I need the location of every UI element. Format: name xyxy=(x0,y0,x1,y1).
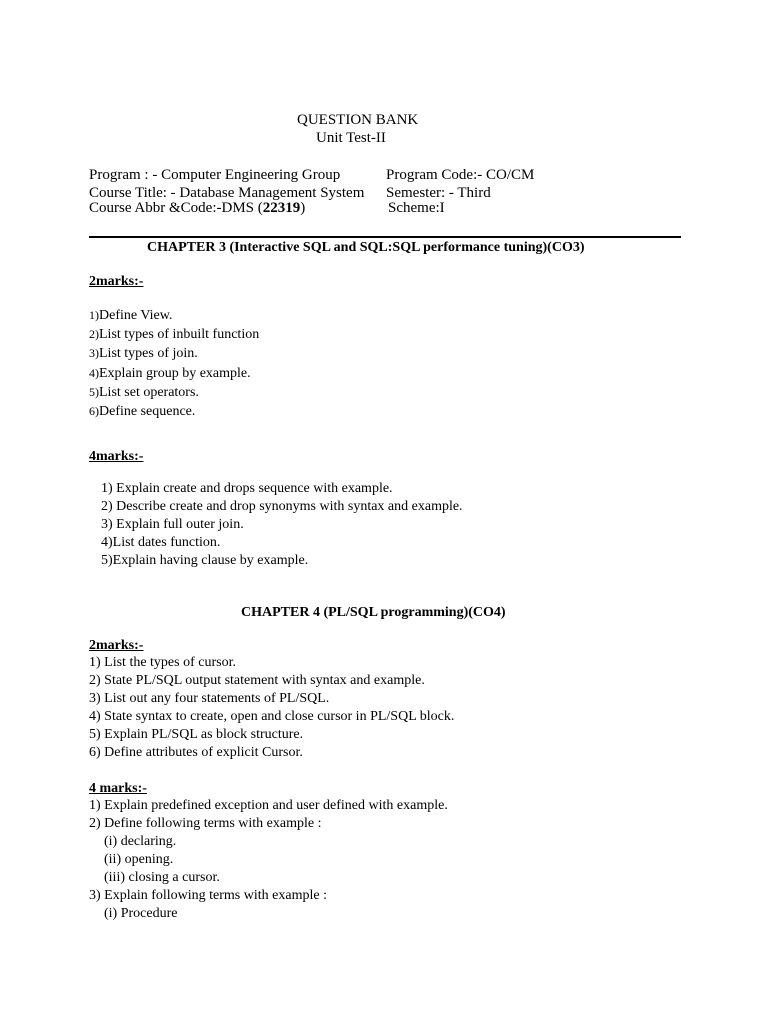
list-item: 3) List out any four statements of PL/SQL. xyxy=(89,691,330,706)
list-item: (ii) opening. xyxy=(104,852,174,867)
list-item: 2)List types of inbuilt function xyxy=(89,327,260,343)
list-item: 6)Define sequence. xyxy=(89,404,196,420)
program-code: Program Code:- CO/CM xyxy=(386,167,535,183)
chapter4-4marks-list xyxy=(89,797,448,923)
chapter3-4marks-list xyxy=(101,480,463,570)
chapter4-heading: CHAPTER 4 (PL/SQL programming)(CO4) xyxy=(241,605,506,620)
document-subtitle: Unit Test-II xyxy=(316,130,386,146)
scheme: Scheme:I xyxy=(388,200,445,216)
list-item: 3)List types of join. xyxy=(89,346,198,362)
course-abbr-prefix: Course Abbr &Code:-DMS ( xyxy=(89,200,263,216)
course-abbr-suffix: ) xyxy=(300,200,306,216)
list-item: 4)Explain group by example. xyxy=(89,365,251,381)
horizontal-rule xyxy=(89,236,681,238)
course-code: 22319 xyxy=(262,200,301,216)
list-item: (iii) closing a cursor. xyxy=(104,870,220,885)
list-item: 4) State syntax to create, open and close cursor in PL/SQL block. xyxy=(89,709,455,724)
list-item: 3) Explain following terms with example : xyxy=(89,888,327,903)
list-item: 6) Define attributes of explicit Cursor. xyxy=(89,745,303,760)
chapter3-4marks-label: 4marks:- xyxy=(89,449,144,464)
list-item: 5) Explain PL/SQL as block structure. xyxy=(89,727,304,742)
list-item: 2) Define following terms with example : xyxy=(89,816,322,831)
list-item: 1)Define View. xyxy=(89,308,173,323)
list-item: (i) declaring. xyxy=(104,834,177,849)
document-title: QUESTION BANK xyxy=(297,112,419,128)
list-item: 4)List dates function. xyxy=(101,535,221,550)
chapter4-2marks-list xyxy=(89,654,454,762)
list-item: 5)Explain having clause by example. xyxy=(101,553,309,568)
chapter3-2marks-label: 2marks:- xyxy=(89,274,144,289)
list-item: (i) Procedure xyxy=(104,906,178,921)
list-item: 2) Describe create and drop synonyms with syntax and example. xyxy=(101,499,463,514)
chapter3-2marks-list xyxy=(89,306,259,421)
semester: Semester: - Third xyxy=(386,185,491,201)
course-title: Course Title: - Database Management System xyxy=(89,185,365,201)
chapter4-4marks-label: 4 marks:- xyxy=(89,781,147,796)
course-abbr xyxy=(89,199,305,217)
chapter4-2marks-label: 2marks:- xyxy=(89,638,144,653)
list-item: 2) State PL/SQL output statement with syntax and example. xyxy=(89,673,425,688)
chapter3-heading: CHAPTER 3 (Interactive SQL and SQL:SQL performance tuning)(CO3) xyxy=(147,240,585,255)
list-item: 5)List set operators. xyxy=(89,384,199,400)
list-item: 1) Explain create and drops sequence with example. xyxy=(101,481,393,496)
list-item: 3) Explain full outer join. xyxy=(101,517,244,532)
list-item: 1) Explain predefined exception and user defined with example. xyxy=(89,798,448,813)
program-label: Program : - Computer Engineering Group xyxy=(89,167,341,183)
list-item: 1) List the types of cursor. xyxy=(89,655,236,670)
